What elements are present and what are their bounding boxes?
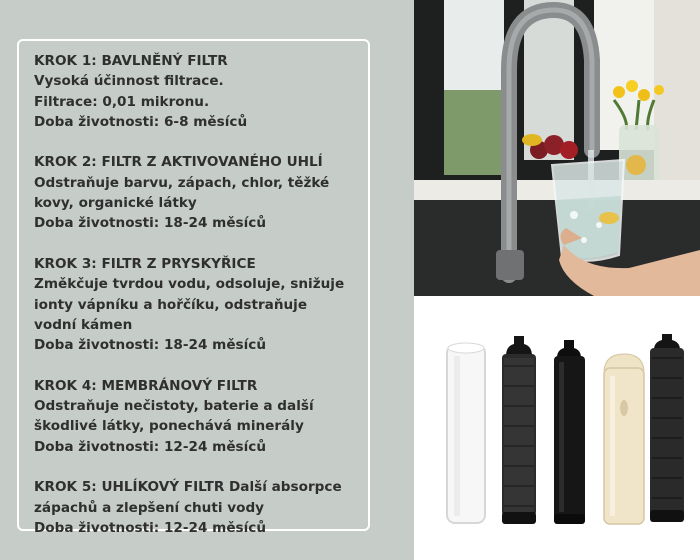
filter-cartridges-image [414,296,700,560]
resin-filter-cartridge [554,340,585,524]
step-1-line: Filtrace: 0,01 mikronu. [34,93,210,110]
step-1-line: Vysoká účinnost filtrace. [34,73,224,90]
step-5-line: zápachů a zlepšení chuti vody [34,499,265,516]
step-4-lifetime: Doba životnosti: 12-24 měsíců [34,438,267,455]
membrane-filter-cartridge [604,354,644,524]
step-5-title: KROK 5: UHLÍKOVÝ FILTR Další absorpce [34,479,342,496]
cotton-filter-cartridge [447,343,485,523]
step-5 [34,477,368,538]
step-3-lifetime: Doba životnosti: 18-24 měsíců [34,337,267,354]
filter-steps-box [17,39,370,536]
faucet-photo-illustration [414,0,700,296]
step-4 [34,376,368,457]
step-1-title: KROK 1: BAVLNĚNÝ FILTR [34,53,228,69]
step-3-title: KROK 3: FILTR Z PRYSKYŘICE [34,255,256,272]
carbon-filter-cartridge [650,334,684,522]
step-3-line: Změkčuje tvrdou vodu, odsoluje, snižuje [34,276,345,293]
step-4-title: KROK 4: MEMBRÁNOVÝ FILTR [34,377,258,394]
step-2-line: kovy, organické látky [34,195,197,212]
faucet-photo [414,0,700,296]
step-4-line: škodlivé látky, ponechává minerály [34,418,304,435]
step-3-line: vodní kámen [34,316,133,333]
step-2-lifetime: Doba životnosti: 18-24 měsíců [34,215,267,232]
step-1 [34,51,368,132]
step-2-title: KROK 2: FILTR Z AKTIVOVANÉHO UHLÍ [34,154,323,171]
activated-carbon-cartridge [502,336,536,524]
step-3 [34,254,368,355]
step-5-lifetime: Doba životnosti: 12-24 měsíců [34,519,267,536]
filter-cartridges-illustration [414,296,700,560]
step-3-line: ionty vápníku a hořčíku, odstraňuje [34,296,308,313]
step-2-line: Odstraňuje barvu, zápach, chlor, těžké [34,174,330,191]
step-4-line: Odstraňuje nečistoty, baterie a další [34,398,314,415]
step-1-lifetime: Doba životnosti: 6-8 měsíců [34,113,248,130]
step-2 [34,152,368,233]
